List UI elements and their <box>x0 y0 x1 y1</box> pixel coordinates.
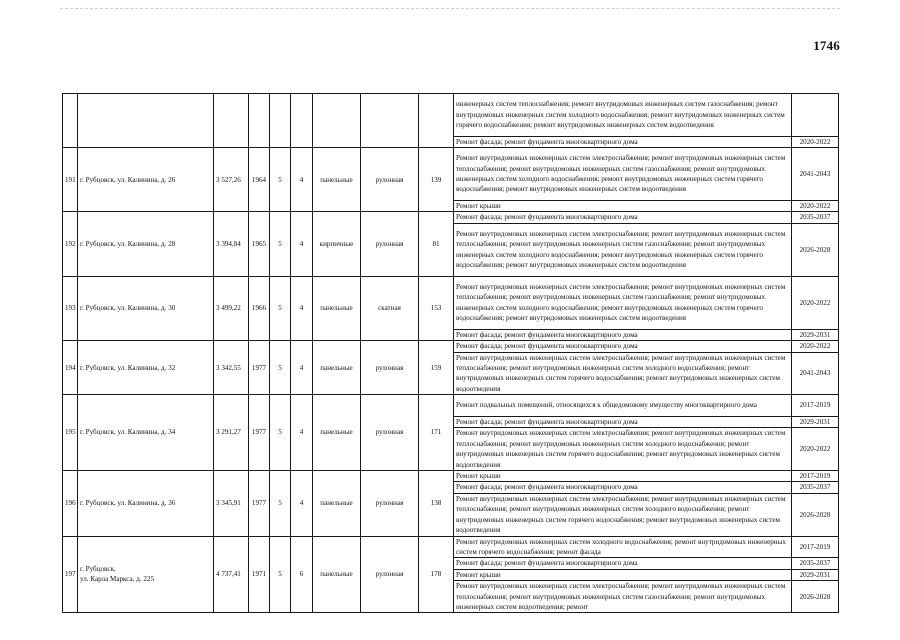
cell-floors: 5 <box>270 276 291 340</box>
cell-work-type: Ремонт внутридомовых инженерных систем электроснабжения; ремонт внутридомовых инженерных систем теплоснабжения; ремонт внутридомовых инженерных систем холодного водоснабжения; ремонт внутридомовых инженерных систем горячего водоснабжения; ремонт внутридомовых инженерных систем водоотведения <box>454 493 792 536</box>
cell-wall-material: панельные <box>313 276 361 340</box>
cell-number: 195 <box>63 395 78 471</box>
cell-work-type: Ремонт фасада; ремонт фундамента многоквартирного дома <box>454 329 792 340</box>
cell-entrances: 6 <box>291 536 313 613</box>
cell-period: 2017-2019 <box>792 536 839 558</box>
cell-entrances: 4 <box>291 471 313 536</box>
cell-work-type: Ремонт фасада; ремонт фундамента многоквартирного дома <box>454 558 792 569</box>
cell-period: 2026-2028 <box>792 581 839 613</box>
cell-number: 193 <box>63 276 78 340</box>
table-row <box>63 94 839 137</box>
table-row <box>63 148 839 201</box>
cell-wall-material: панельные <box>313 395 361 471</box>
cell-area: 3 345,91 <box>214 471 249 536</box>
cell-work-type: Ремонт фасада; ремонт фундамента многоквартирного дома <box>454 341 792 352</box>
table-row <box>63 395 839 417</box>
cell-period: 2020-2022 <box>792 428 839 471</box>
cell-address: г. Рубцовск, ул. Калинина, д. 26 <box>78 148 214 212</box>
cell-year: 1966 <box>249 276 270 340</box>
cell-work-type: Ремонт фасада; ремонт фундамента многоквартирного дома <box>454 482 792 493</box>
cell-period: 2029-2031 <box>792 569 839 580</box>
cell-work-type: Ремонт фасада; ремонт фундамента многоквартирного дома <box>454 136 792 147</box>
cell-wall-material: панельные <box>313 536 361 613</box>
cell-address: г. Рубцовск, ул. Калинина, д. 30 <box>78 276 214 340</box>
cell-residents: 138 <box>419 471 454 536</box>
cell-floors: 5 <box>270 212 291 276</box>
cell-work-type: Ремонт внутридомовых инженерных систем электроснабжения; ремонт внутридомовых инженерных систем теплоснабжения; ремонт внутридомовых инженерных систем газоснабжения; ремонт внутридомовых инженерных систем холодного водоснабжения; ремонт внутридомовых инженерных систем горячего водоснабжения; ремонт внутридомовых инженерных систем водоотведения <box>454 223 792 276</box>
cell-work-type: инженерных систем теплоснабжения; ремонт внутридомовых инженерных систем газоснабжения; ремонт внутридомовых инженерных систем холодного водоснабжения; ремонт внутридомовых инженерных систем горячего водоснабжения; ремонт внутридомовых инженерных систем водоотведения <box>454 94 792 137</box>
cell-work-type: Ремонт внутридомовых инженерных систем электроснабжения; ремонт внутридомовых инженерных систем теплоснабжения; ремонт внутридомовых инженерных систем газоснабжения; ремонт внутридомовых инженерных систем водоотведения; ремонт <box>454 581 792 613</box>
cell-entrances: 4 <box>291 395 313 471</box>
cell-floors: 5 <box>270 395 291 471</box>
cell-area: 4 737,41 <box>214 536 249 613</box>
cell-roof-type: рулонная <box>361 395 419 471</box>
cell-period: 2035-2037 <box>792 482 839 493</box>
cell-entrances: 4 <box>291 212 313 276</box>
cell-wall-material <box>313 94 361 148</box>
cell-residents: 159 <box>419 341 454 395</box>
cell-period: 2020-2022 <box>792 276 839 329</box>
table-row <box>63 536 839 558</box>
table-row <box>63 276 839 329</box>
cell-year: 1964 <box>249 148 270 212</box>
cell-wall-material: панельные <box>313 341 361 395</box>
cell-roof-type: рулонная <box>361 471 419 536</box>
cell-period: 2020-2022 <box>792 201 839 212</box>
cell-roof-type <box>361 94 419 148</box>
cell-residents: 139 <box>419 148 454 212</box>
cell-period: 2026-2028 <box>792 223 839 276</box>
cell-entrances: 4 <box>291 148 313 212</box>
cell-work-type: Ремонт крыши <box>454 569 792 580</box>
cell-period <box>792 94 839 137</box>
cell-area: 3 394,84 <box>214 212 249 276</box>
cell-number: 194 <box>63 341 78 395</box>
cell-residents: 171 <box>419 395 454 471</box>
table-row <box>63 341 839 352</box>
cell-residents <box>419 94 454 148</box>
cell-residents: 81 <box>419 212 454 276</box>
cell-period: 2035-2037 <box>792 558 839 569</box>
cell-work-type: Ремонт внутридомовых инженерных систем холодного водоснабжения; ремонт внутридомовых инженерных систем горячего водоснабжения; ремонт фасада <box>454 536 792 558</box>
cell-wall-material: панельные <box>313 471 361 536</box>
cell-residents: 153 <box>419 276 454 340</box>
cell-roof-type: рулонная <box>361 148 419 212</box>
cell-roof-type: рулонная <box>361 536 419 613</box>
cell-address: г. Рубцовск, ул. Калинина, д. 32 <box>78 341 214 395</box>
cell-floors: 5 <box>270 536 291 613</box>
cell-address: г. Рубцовск, ул. Карла Маркса, д. 225 <box>78 536 214 613</box>
cell-entrances: 4 <box>291 276 313 340</box>
cell-period: 2029-2031 <box>792 329 839 340</box>
cell-year: 1977 <box>249 395 270 471</box>
cell-residents: 178 <box>419 536 454 613</box>
cell-floors: 5 <box>270 148 291 212</box>
table-row <box>63 212 839 223</box>
cell-wall-material: кирпичные <box>313 212 361 276</box>
cell-work-type: Ремонт крыши <box>454 201 792 212</box>
cell-period: 2041-2043 <box>792 352 839 395</box>
cell-period: 2035-2037 <box>792 212 839 223</box>
cell-address: г. Рубцовск, ул. Калинина, д. 36 <box>78 471 214 536</box>
cell-number: 197 <box>63 536 78 613</box>
cell-work-type: Ремонт внутридомовых инженерных систем электроснабжения; ремонт внутридомовых инженерных систем теплоснабжения; ремонт внутридомовых инженерных систем газоснабжения; ремонт внутридомовых инженерных систем холодного водоснабжения; ремонт внутридомовых инженерных систем горячего водоснабжения; ремонт внутридомовых инженерных систем водоотведения <box>454 148 792 201</box>
cell-period: 2026-2028 <box>792 493 839 536</box>
cell-year: 1965 <box>249 212 270 276</box>
cell-entrances <box>291 94 313 148</box>
cell-year <box>249 94 270 148</box>
cell-period: 2017-2019 <box>792 395 839 417</box>
cell-year: 1971 <box>249 536 270 613</box>
cell-work-type: Ремонт подвальных помещений, относящихся к общедомовому имуществу многоквартирного дома <box>454 395 792 417</box>
table-row <box>63 471 839 482</box>
cell-period: 2020-2022 <box>792 341 839 352</box>
cell-entrances: 4 <box>291 341 313 395</box>
cell-number: 191 <box>63 148 78 212</box>
cell-address: г. Рубцовск, ул. Калинина, д. 34 <box>78 395 214 471</box>
cell-address <box>78 94 214 148</box>
cell-number: 196 <box>63 471 78 536</box>
cell-floors: 5 <box>270 341 291 395</box>
scan-artifact-line <box>60 8 840 10</box>
cell-number <box>63 94 78 148</box>
cell-wall-material: панельные <box>313 148 361 212</box>
cell-period: 2020-2022 <box>792 136 839 147</box>
cell-period: 2041-2043 <box>792 148 839 201</box>
cell-roof-type: рулонная <box>361 212 419 276</box>
housing-repair-table <box>62 93 839 613</box>
cell-year: 1977 <box>249 471 270 536</box>
cell-area: 3 342,55 <box>214 341 249 395</box>
cell-area: 3 499,22 <box>214 276 249 340</box>
cell-roof-type: скатная <box>361 276 419 340</box>
cell-address: г. Рубцовск, ул. Калинина, д. 28 <box>78 212 214 276</box>
cell-period: 2029-2031 <box>792 417 839 428</box>
cell-work-type: Ремонт внутридомовых инженерных систем электроснабжения; ремонт внутридомовых инженерных систем теплоснабжения; ремонт внутридомовых инженерных систем газоснабжения; ремонт внутридомовых инженерных систем холодного водоснабжения; ремонт внутридомовых инженерных систем горячего водоснабжения; ремонт внутридомовых инженерных систем водоотведения <box>454 276 792 329</box>
cell-number: 192 <box>63 212 78 276</box>
cell-work-type: Ремонт фасада; ремонт фундамента многоквартирного дома <box>454 417 792 428</box>
cell-work-type: Ремонт внутридомовых инженерных систем электроснабжения; ремонт внутридомовых инженерных систем теплоснабжения; ремонт внутридомовых инженерных систем холодного водоснабжения; ремонт внутридомовых инженерных систем горячего водоснабжения; ремонт внутридомовых инженерных систем водоотведения <box>454 352 792 395</box>
cell-roof-type: рулонная <box>361 341 419 395</box>
cell-floors: 5 <box>270 471 291 536</box>
cell-work-type: Ремонт фасада; ремонт фундамента многоквартирного дома <box>454 212 792 223</box>
cell-area: 3 291,27 <box>214 395 249 471</box>
page-number: 1746 <box>813 38 840 53</box>
cell-year: 1977 <box>249 341 270 395</box>
cell-work-type: Ремонт внутридомовых инженерных систем электроснабжения; ремонт внутридомовых инженерных систем теплоснабжения; ремонт внутридомовых инженерных систем холодного водоснабжения; ремонт внутридомовых инженерных систем горячего водоснабжения; ремонт внутридомовых инженерных систем водоотведения <box>454 428 792 471</box>
cell-area <box>214 94 249 148</box>
cell-work-type: Ремонт крыши <box>454 471 792 482</box>
cell-area: 3 527,26 <box>214 148 249 212</box>
cell-floors <box>270 94 291 148</box>
cell-period: 2017-2019 <box>792 471 839 482</box>
